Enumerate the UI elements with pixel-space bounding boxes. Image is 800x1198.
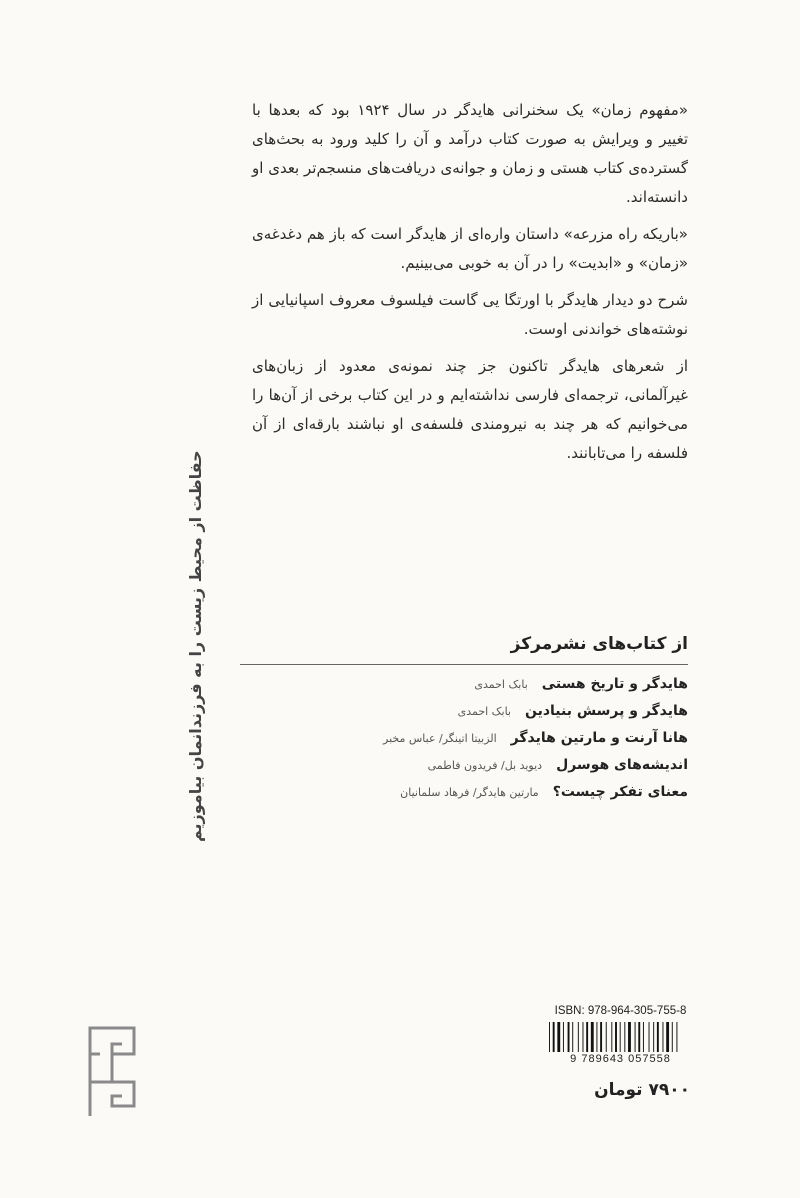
barcode-bar	[563, 1022, 564, 1052]
barcode-digits: 9 789643 057558	[570, 1053, 671, 1065]
blurb-paragraph-4: از شعرهای هایدگر تاکنون جز چند نمونه‌ی معدود از زبان‌های غیرآلمانی، ترجمه‌ای فارسی نداشته‌ایم و در این کتاب برخی از آن‌ها را می‌خوانیم که هر چند به نیرومندی فلسفه‌ی او نباشند بارقه‌ای از آن فلسفه را می‌تابانند.	[252, 357, 688, 462]
environment-slogan-text: حفاظت از محیط زیست را به فرزندانمان بیاموزیم	[186, 450, 205, 842]
publications-heading: از کتاب‌های نشرمرکز	[510, 634, 688, 654]
barcode-bar	[591, 1022, 594, 1052]
barcode-bar	[663, 1022, 664, 1052]
publications-divider	[240, 664, 688, 665]
barcode-bar	[611, 1022, 612, 1052]
blurb-text	[252, 96, 688, 476]
barcode-bar	[572, 1022, 573, 1052]
blurb-paragraph-1: «مفهوم زمان» یک سخنرانی هایدگر در سال ۱۹۲۴ بود که بعدها با تغییر و ویرایش به صورت کتاب درآمد و آن را کلید ورود به بحث‌های گسترده‌ی کتاب هستی و زمان و جوانه‌ی دریافت‌های منسجم‌تر بعدی او دانسته‌اند.	[252, 101, 689, 206]
book-author: الزبیتا اتینگر/ عباس مخبر	[383, 732, 497, 745]
book-author: مارتین هایدگر/ فرهاد سلمانیان	[400, 786, 539, 799]
book-item	[240, 730, 688, 757]
book-title: اندیشه‌های هوسرل	[556, 757, 688, 773]
blurb-paragraph-3: شرح دو دیدار هایدگر با اورتگا یی گاست فیلسوف معروف اسپانیایی از نوشته‌های خواندنی اوست.	[252, 291, 688, 338]
book-item	[240, 757, 688, 784]
barcode-bar	[606, 1022, 607, 1052]
book-item	[240, 784, 688, 811]
barcode-icon	[548, 1022, 692, 1052]
blurb-paragraph-2: «باریکه راه مزرعه» داستان واره‌ای از هایدگر است که باز هم دغدغه‌ی «زمان» و «ابدیت» را در آن به خوبی می‌بینیم.	[252, 225, 688, 272]
barcode-bar	[549, 1022, 550, 1052]
book-author: بابک احمدی	[457, 705, 511, 718]
barcode-bar	[635, 1022, 636, 1052]
barcode-bar	[624, 1022, 625, 1052]
barcode-bar	[666, 1022, 669, 1052]
barcode-bar	[583, 1022, 584, 1052]
barcode-bar	[672, 1022, 673, 1052]
barcode-bar	[657, 1022, 659, 1052]
barcode-bar	[643, 1022, 644, 1052]
barcode-bar	[620, 1022, 621, 1052]
barcode-bar	[600, 1022, 602, 1052]
barcode-bar	[578, 1022, 579, 1052]
book-title: هایدگر و پرسش بنیادین	[525, 703, 688, 719]
barcode-bar	[649, 1022, 650, 1052]
isbn-label: ISBN: 978-964-305-755-8	[554, 1005, 687, 1017]
barcode-bar	[638, 1022, 640, 1052]
book-title: معنای تفکر چیست؟	[552, 784, 688, 800]
barcode-bar	[676, 1022, 677, 1052]
barcode-bar	[553, 1022, 555, 1052]
book-item	[240, 703, 688, 730]
book-list	[240, 676, 688, 811]
barcode-bar	[596, 1022, 597, 1052]
price: ۷۹۰۰ تومان	[594, 1080, 690, 1100]
book-author: دیوید بل/ فریدون فاطمی	[427, 759, 543, 772]
barcode-bar	[586, 1022, 588, 1052]
barcode-bar	[615, 1022, 617, 1052]
book-title: هایدگر و تاریخ هستی	[541, 676, 688, 692]
publisher-logo-icon	[86, 1020, 138, 1118]
barcode-bar	[568, 1022, 570, 1052]
barcode-bar	[653, 1022, 654, 1052]
barcode-bar	[557, 1022, 560, 1052]
barcode-bar	[628, 1022, 631, 1052]
book-author: بابک احمدی	[474, 678, 528, 691]
book-item	[240, 676, 688, 703]
book-title: هانا آرنت و مارتین هایدگر	[510, 730, 688, 746]
